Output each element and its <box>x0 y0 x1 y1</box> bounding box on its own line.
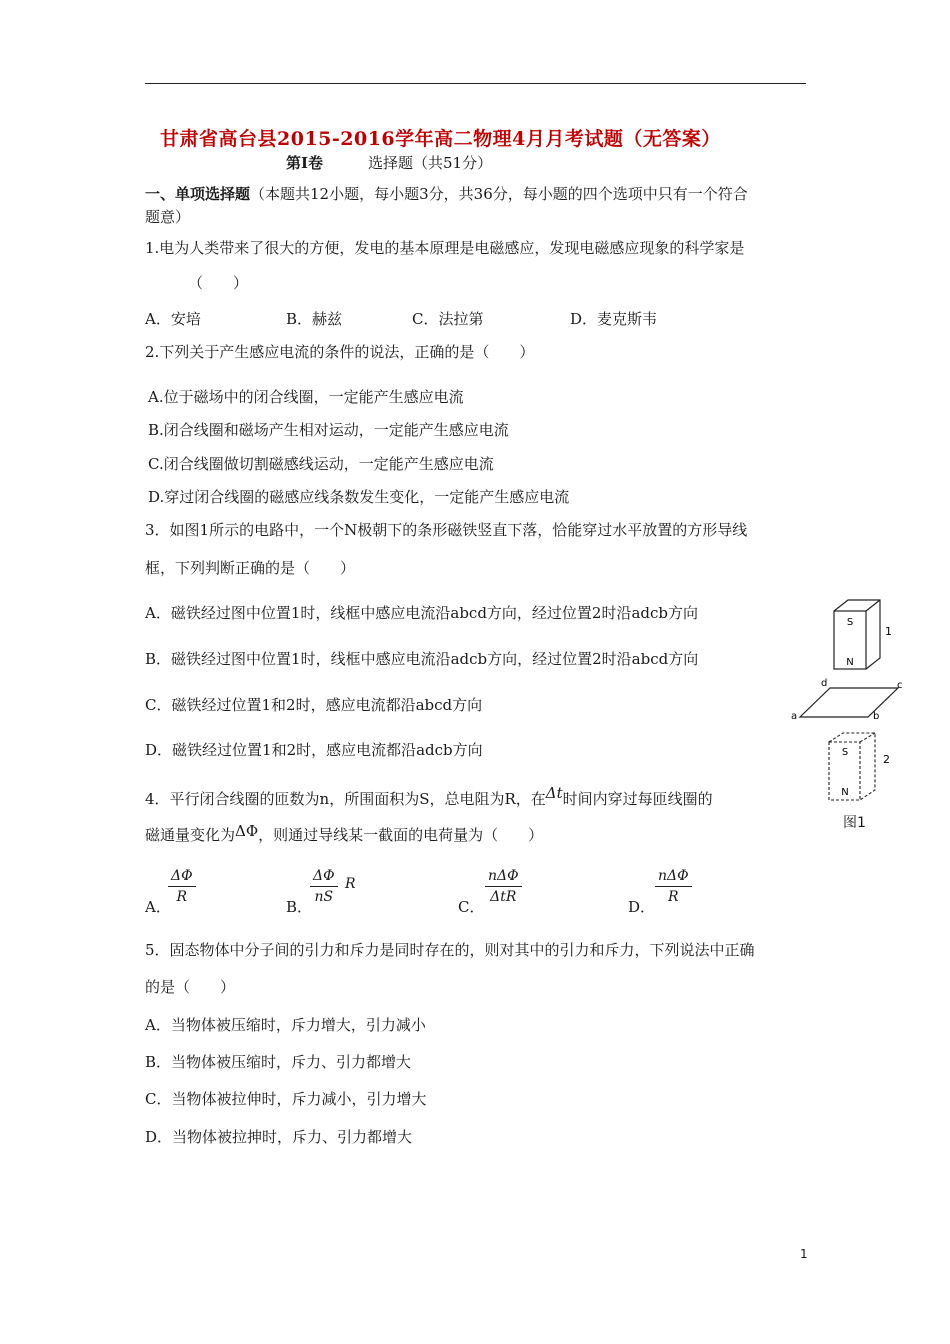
q3-stem-line1: 3．如图1所示的电路中，一个N极朝下的条形磁铁竖直下落，恰能穿过水平放置的方形导线 <box>145 521 748 539</box>
q5-stem-line2: 的是（ ） <box>145 978 236 996</box>
q4-stem-part1: 4．平行闭合线圈的匝数为n，所围面积为S，总电阻为R，在 <box>145 790 546 808</box>
q4-option-c-numerator: nΔΦ <box>485 866 522 887</box>
q4-stem-part3: 磁通量变化为 <box>145 826 236 844</box>
q1-option-d: D．麦克斯韦 <box>570 310 658 328</box>
q4-option-a-fraction <box>168 866 196 907</box>
document-title: 甘肃省高台县2015-2016学年高二物理4月月考试题（无答案） <box>160 128 721 150</box>
q1-option-c: C．法拉第 <box>412 310 484 328</box>
q5-option-c: C．当物体被拉伸时，斥力减小，引力增大 <box>145 1090 427 1108</box>
q4-stem-part2: 时间内穿过每匝线圈的 <box>562 790 713 808</box>
q5-option-a: A．当物体被压缩时，斥力增大，引力减小 <box>145 1016 426 1034</box>
magnet-2-s-label: S <box>841 747 849 758</box>
q3-option-c: C．磁铁经过位置1和2时，感应电流都沿abcd方向 <box>145 696 483 714</box>
q3-option-b: B．磁铁经过图中位置1时，线框中感应电流沿adcb方向，经过位置2时沿abcd方向 <box>145 650 699 668</box>
q4-option-c-denominator: ΔtR <box>490 889 517 905</box>
q3-option-d: D．磁铁经过位置1和2时，感应电流都沿adcb方向 <box>145 741 483 759</box>
frame-label-d: d <box>821 678 828 689</box>
q4-option-b-suffix: R <box>345 876 356 892</box>
q2-option-c: C.闭合线圈做切割磁感线运动，一定能产生感应电流 <box>148 455 494 473</box>
figure-1-diagram <box>785 595 903 835</box>
q4-option-b-letter: B． <box>286 898 313 916</box>
q4-delta-t: Δt <box>545 784 563 802</box>
q4-stem-part4: ，则通过导线某一截面的电荷量为（ ） <box>258 826 544 844</box>
q4-option-d-numerator: nΔΦ <box>655 866 692 887</box>
q4-option-a-numerator: ΔΦ <box>168 866 196 887</box>
wire-frame <box>800 688 898 717</box>
magnet-position-1 <box>834 600 880 669</box>
part1-intro-line2: 题意） <box>145 208 191 226</box>
frame-label-b: b <box>873 711 880 722</box>
q3-stem-line2: 框，下列判断正确的是（ ） <box>145 559 356 577</box>
q1-option-a: A．安培 <box>145 310 201 328</box>
q2-stem: 2.下列关于产生感应电流的条件的说法，正确的是（ ） <box>145 343 535 361</box>
q4-option-b-numerator: ΔΦ <box>310 866 338 887</box>
position-2-label: 2 <box>883 753 890 766</box>
q1-blank: （ ） <box>188 274 249 292</box>
q4-option-c-letter: C． <box>458 898 485 916</box>
part1-heading: 一、单项选择题 <box>145 185 251 203</box>
q4-delta-phi: ΔΦ <box>235 822 259 840</box>
q4-option-a-letter: A． <box>145 898 171 916</box>
frame-label-a: a <box>791 711 798 722</box>
q1-option-b: B．赫兹 <box>286 310 343 328</box>
magnet-position-2 <box>829 733 875 800</box>
q4-option-c-fraction <box>485 866 522 907</box>
q1-stem: 1.电为人类带来了很大的方便，发电的基本原理是电磁感应，发现电磁感应现象的科学家是 <box>145 239 745 257</box>
part1-intro-text: （本题共12小题，每小题3分，共36分，每小题的四个选项中只有一个符合 <box>250 185 748 203</box>
q4-stem-line1 <box>145 784 713 809</box>
q4-option-d-letter: D． <box>628 898 656 916</box>
q4-option-d-denominator: R <box>668 889 679 905</box>
volume-section: 选择题（共51分） <box>368 154 493 172</box>
page-number: 1 <box>800 1247 808 1261</box>
volume-label: 第Ⅰ卷 <box>286 154 324 172</box>
q5-option-d: D．当物体被拉抻时，斥力、引力都增大 <box>145 1128 413 1146</box>
part1-intro <box>145 183 748 204</box>
q2-option-a: A.位于磁场中的闭合线圈，一定能产生感应电流 <box>148 388 464 406</box>
header-rule <box>145 83 806 84</box>
q4-option-b-denominator: nS <box>314 889 334 905</box>
q4-option-d-fraction <box>655 866 692 907</box>
q4-option-b-fraction <box>310 866 338 907</box>
q2-option-b: B.闭合线圈和磁场产生相对运动，一定能产生感应电流 <box>148 421 509 439</box>
magnet-2-n-label: N <box>841 787 849 798</box>
q5-option-b: B．当物体被压缩时，斥力、引力都增大 <box>145 1053 412 1071</box>
q3-option-a: A．磁铁经过图中位置1时，线框中感应电流沿abcd方向，经过位置2时沿adcb方向 <box>145 604 699 622</box>
frame-label-c: c <box>897 680 903 691</box>
q5-stem-line1: 5．固态物体中分子间的引力和斥力是同时存在的，则对其中的引力和斥力，下列说法中正确 <box>145 941 755 959</box>
q4-option-a-denominator: R <box>176 889 188 905</box>
q2-option-d: D.穿过闭合线圈的磁感应线条数发生变化，一定能产生感应电流 <box>148 488 570 506</box>
q4-stem-line2 <box>145 824 543 845</box>
position-1-label: 1 <box>885 625 892 638</box>
magnet-1-s-label: S <box>846 617 854 628</box>
figure-1-caption: 图1 <box>843 815 866 831</box>
magnet-1-n-label: N <box>846 657 854 668</box>
